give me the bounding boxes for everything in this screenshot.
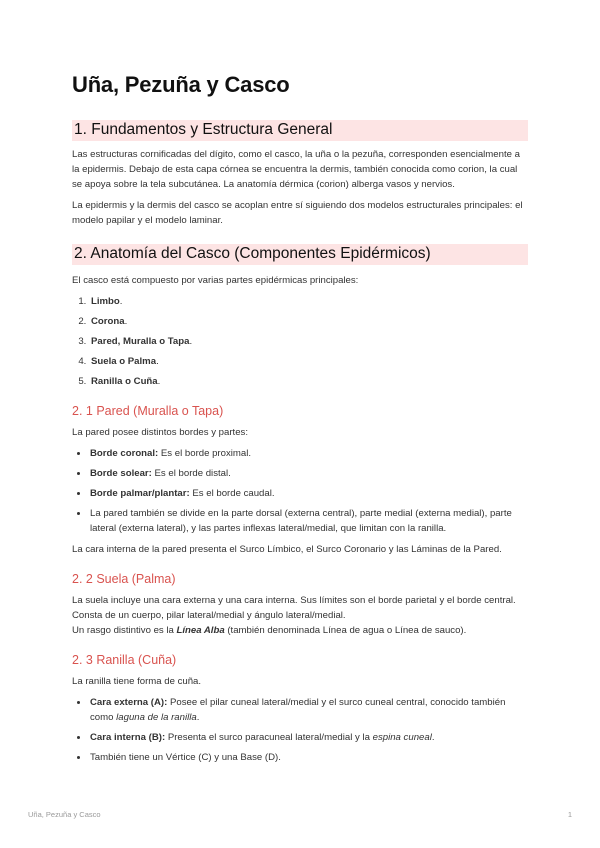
list-item: 4. Suela o Palma. [89,354,528,369]
section-1-heading: 1. Fundamentos y Estructura General [72,120,528,141]
list-item: 1. Limbo. [89,294,528,309]
list-item: • Borde solear: Es el borde distal. [89,466,528,481]
footer-title: Uña, Pezuña y Casco [28,810,101,819]
pared-intro: La pared posee distintos bordes y partes: [72,426,248,438]
section-1-paragraph-2: La epidermis y la dermis del casco se acoplan entre sí siguiendo dos modelos estructurales principales: el modelo papilar y el modelo laminar. [72,199,523,226]
list-item: • La pared también se divide en la parte dorsal (externa central), parte medial (externa medial), parte lateral (externa lateral), y las partes inflexas lateral/medial, que limitan con la ranilla. [89,506,528,536]
list-item: 5. Ranilla o Cuña. [89,374,528,389]
page-number: 1 [567,810,572,819]
section-2-intro: El casco está compuesto por varias partes epidérmicas principales: [72,274,359,286]
hoof-parts-list [72,294,528,389]
page-title: Uña, Pezuña y Casco [72,72,290,97]
pared-heading: 2. 1 Pared (Muralla o Tapa) [72,403,224,418]
list-item: 3. Pared, Muralla o Tapa. [89,334,528,349]
section-2-heading: 2. Anatomía del Casco (Componentes Epidérmicos) [72,244,528,265]
pared-closing: La cara interna de la pared presenta el Surco Límbico, el Surco Coronario y las Láminas de la Pared. [72,543,502,555]
list-item: • Cara interna (B): Presenta el surco paracuneal lateral/medial y la espina cuneal. [89,730,528,745]
ranilla-list [72,695,528,765]
list-item: • Cara externa (A): Posee el pilar cuneal lateral/medial y el surco cuneal central, conocido también como laguna de la ranilla. [89,695,528,725]
list-item: • Borde palmar/plantar: Es el borde caudal. [89,486,528,501]
page-footer [28,810,572,819]
suela-text: La suela incluye una cara externa y una cara interna. Sus límites son el borde parietal y el borde central. Consta de un cuerpo, pilar lateral/medial y ángulo lateral/medial. Un rasgo distintivo es la Línea Alba (también denominada Línea de agua o Línea de sauco). [72,595,516,637]
ranilla-intro: La ranilla tiene forma de cuña. [72,676,202,688]
list-item: • También tiene un Vértice (C) y una Base (D). [89,750,528,765]
pared-borders-list [72,446,528,536]
list-item: 2. Corona. [89,314,528,329]
ranilla-heading: 2. 3 Ranilla (Cuña) [72,653,177,668]
suela-heading: 2. 2 Suela (Palma) [72,571,176,586]
list-item: • Borde coronal: Es el borde proximal. [89,446,528,461]
document-page [72,72,528,771]
section-1-paragraph-1: Las estructuras cornificadas del dígito, como el casco, la uña o la pezuña, corresponden esencialmente a la epidermis. Debajo de esta capa córnea se encuentra la dermis, también conocida como corion, la cual se apoya sobre la tela subcutánea. La anatomía dérmica (corion) alberga vasos y nervios. [72,148,520,190]
